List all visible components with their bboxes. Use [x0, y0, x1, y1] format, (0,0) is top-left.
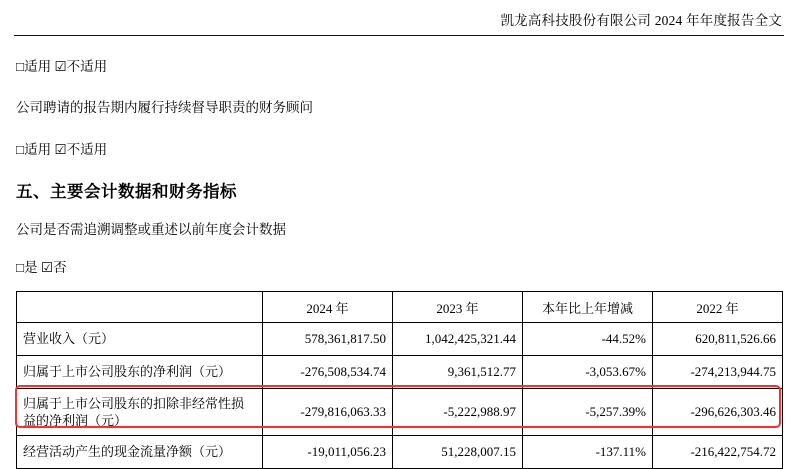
row-value-2023: 1,042,425,321.44 — [393, 323, 523, 356]
row-value-2023: 51,228,007.15 — [393, 436, 523, 469]
row-value-change: -137.11% — [523, 436, 653, 469]
table-header-row — [17, 292, 783, 323]
row-label: 经营活动产生的现金流量净额（元） — [17, 436, 263, 469]
page-content — [0, 36, 798, 469]
row-value-2024: 578,361,817.50 — [263, 323, 393, 356]
row-value-2024: -276,508,534.74 — [263, 356, 393, 389]
applicable-checkbox-line-2: □适用 ☑不适用 — [16, 141, 108, 157]
main-financial-data-table — [16, 291, 783, 469]
report-title: 凯龙高科技股份有限公司 2024 年年度报告全文 — [500, 13, 782, 28]
financial-advisor-paragraph: 公司聘请的报告期内履行持续督导职责的财务顾问 — [16, 100, 313, 116]
table-header-cell-2022: 2022 年 — [653, 292, 783, 323]
row-value-change: -5,257.39% — [523, 389, 653, 436]
table-header-cell-blank — [17, 292, 263, 323]
applicable-checkbox-line-1: □适用 ☑不适用 — [16, 59, 108, 74]
row-label: 归属于上市公司股东的扣除非经常性损益的净利润（元） — [17, 389, 263, 436]
row-value-change: -44.52% — [523, 323, 653, 356]
section-heading: 五、主要会计数据和财务指标 — [16, 181, 237, 201]
row-value-2022: 620,811,526.66 — [653, 323, 783, 356]
yes-no-checkbox-line: □是 ☑否 — [16, 260, 67, 275]
table-row — [17, 356, 783, 389]
table-row — [17, 436, 783, 469]
page-header — [0, 0, 798, 35]
row-value-2022: -216,422,754.72 — [653, 436, 783, 469]
table-row — [17, 323, 783, 356]
table-header-cell-2023: 2023 年 — [393, 292, 523, 323]
row-value-2022: -274,213,944.75 — [653, 356, 783, 389]
table-header-cell-change: 本年比上年增减 — [523, 292, 653, 323]
row-label: 归属于上市公司股东的净利润（元） — [17, 356, 263, 389]
retrospective-adjustment-paragraph: 公司是否需追溯调整或重述以前年度会计数据 — [16, 221, 286, 237]
table-header-cell-2024: 2024 年 — [263, 292, 393, 323]
row-value-2023: 9,361,512.77 — [393, 356, 523, 389]
row-label: 营业收入（元） — [17, 323, 263, 356]
row-value-2022: -296,626,303.46 — [653, 389, 783, 436]
row-value-2024: -19,011,056.23 — [263, 436, 393, 469]
row-value-2023: -5,222,988.97 — [393, 389, 523, 436]
row-value-change: -3,053.67% — [523, 356, 653, 389]
row-value-2024: -279,816,063.33 — [263, 389, 393, 436]
table-row-highlighted — [17, 389, 783, 436]
